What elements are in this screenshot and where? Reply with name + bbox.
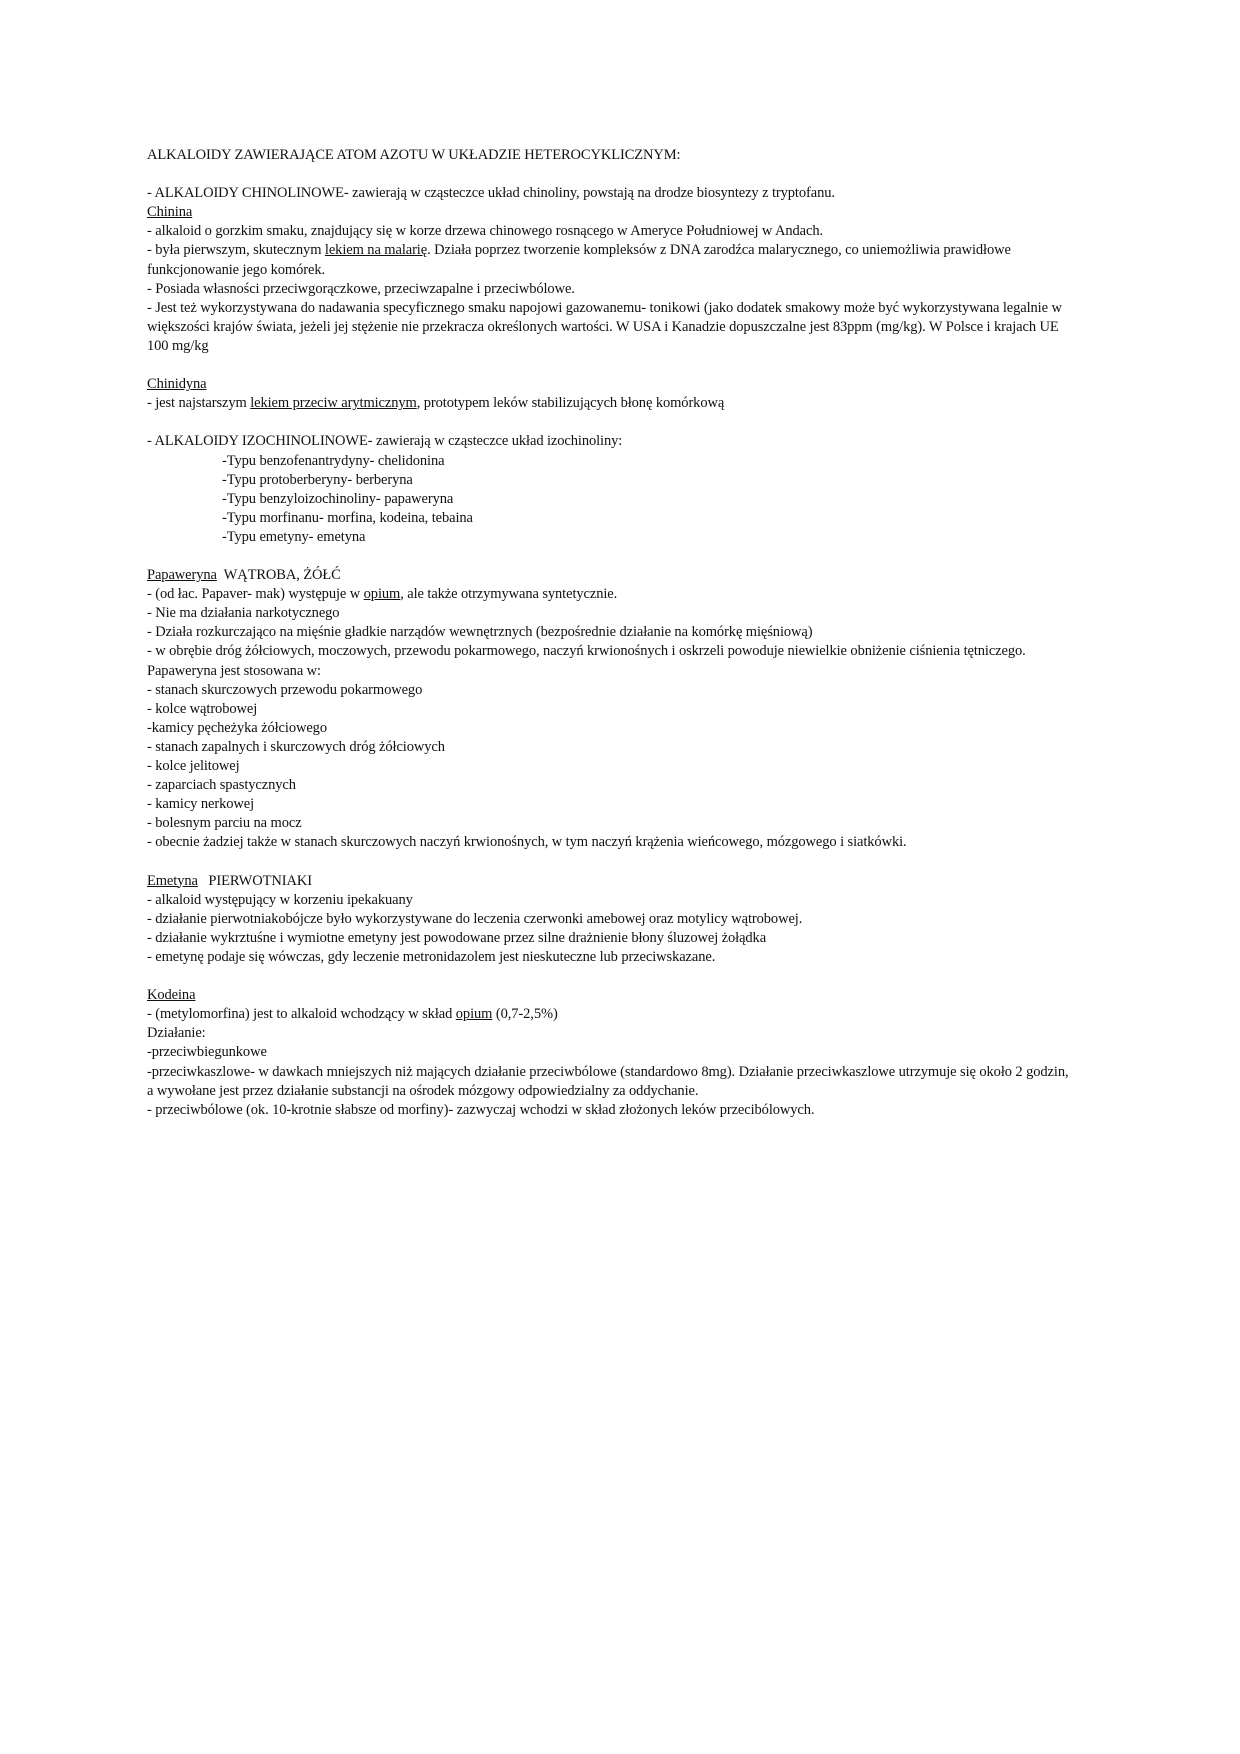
papaweryna-line-3: - Działa rozkurczająco na mięśnie gładkie narządów wewnętrznych (bezpośrednie działanie na komórkę mięśniową) (147, 624, 813, 641)
use-item: - obecnie żadziej także w stanach skurczowych naczyń krwionośnych, w tym naczyń krążenia wieńcowego, mózgowego i siatkówki. (147, 834, 907, 851)
papaweryna-uses-intro: Papaweryna jest stosowana w: (147, 662, 321, 679)
type-item: -Typu benzofenantrydyny- chelidonina (222, 452, 445, 469)
chinina-line-2 (147, 241, 1077, 279)
kodeina-heading: Kodeina (147, 987, 196, 1004)
type-item: -Typu protoberberyny- berberyna (222, 471, 413, 488)
papaweryna-heading-note: WĄTROBA, ŻÓŁĆ (216, 567, 341, 584)
chinina-line-3: - Posiada własności przeciwgorączkowe, przeciwzapalne i przeciwbólowe. (147, 280, 575, 297)
papaweryna-heading: Papaweryna (147, 567, 217, 584)
use-item: - kolce jelitowej (147, 758, 240, 774)
chinidyna-heading: Chinidyna (147, 376, 207, 393)
chinidyna-line-1-start: - jest najstarszym (147, 395, 251, 412)
spacer (147, 852, 1077, 871)
use-item: - kamicy nerkowej (147, 796, 255, 813)
emetyna-line: - działanie pierwotniakobójcze było wykorzystywane do leczenia czerwonki amebowej oraz motylicy wątrobowej. (147, 910, 803, 927)
chinina-line-2-start: - była pierwszym, skutecznym (147, 242, 325, 259)
chinina-line-1: - alkaloid o gorzkim smaku, znajdujący się w korze drzewa chinowego rosnącego w Ameryce Południowej w Andach. (147, 223, 824, 240)
papaweryna-line-1 (147, 585, 1077, 604)
papaweryna-heading-line (147, 566, 1077, 585)
kodeina-line-1-end: (0,7-2,5%) (492, 1006, 558, 1023)
type-item: -Typu morfinanu- morfina, kodeina, tebaina (222, 509, 473, 526)
chinina-heading: Chinina (147, 204, 193, 221)
emetyna-heading-note: PIERWOTNIAKI (197, 872, 312, 889)
use-item: - bolesnym parciu na mocz (147, 815, 302, 832)
kodeina-line-1 (147, 1005, 1077, 1024)
type-item: -Typu benzyloizochinoliny- papaweryna (222, 490, 454, 507)
papaweryna-line-1-start: - (od łac. Papaver- mak) występuje w (147, 586, 364, 603)
spacer (147, 413, 1077, 432)
chinina-line-2-end: . Działa poprzez tworzenie kompleksów z DNA zarodźca malarycznego, co uniemożliwia prawidłowe funkcjonowanie jego komórek. (147, 242, 1011, 278)
document-title: ALKALOIDY ZAWIERAJĄCE ATOM AZOTU W UKŁADZIE HETEROCYKLICZNYM: (147, 147, 681, 163)
izochinolinowe-intro: - ALKALOIDY IZOCHINOLINOWE- zawierają w cząsteczce układ izochinoliny: (147, 433, 623, 450)
use-item: - kolce wątrobowej (147, 700, 258, 717)
document-body (147, 146, 1077, 1120)
malaria-link[interactable]: lekiem na malarię (324, 242, 428, 259)
spacer (147, 967, 1077, 986)
papaweryna-line-4: - w obrębie dróg żółciowych, moczowych, przewodu pokarmowego, naczyń krwionośnych i oskrzeli powoduje niewielkie obniżenie ciśnienia tętniczego. (147, 643, 1026, 660)
opium-link[interactable]: opium (363, 586, 401, 603)
spacer (147, 356, 1077, 375)
kodeina-dzialanie: Działanie: (147, 1025, 206, 1042)
emetyna-line: - działanie wykrztuśne i wymiotne emetyny jest powodowane przez silne drażnienie błony śluzowej żołądka (147, 929, 767, 946)
emetyna-line: - alkaloid występujący w korzeniu ipekakuany (147, 891, 413, 908)
use-item: -kamicy pęcheżyka żółciowego (147, 719, 327, 736)
papaweryna-line-2: - Nie ma działania narkotycznego (147, 605, 340, 622)
use-item: - stanach zapalnych i skurczowych dróg żółciowych (147, 738, 445, 755)
spacer (147, 547, 1077, 566)
chinolinowe-intro: - ALKALOIDY CHINOLINOWE- zawierają w cząsteczce układ chinoliny, powstają na drodze biosyntezy z tryptofanu. (147, 185, 835, 202)
kodeina-line-2: -przeciwbiegunkowe (147, 1044, 267, 1061)
opium-link[interactable]: opium (455, 1006, 493, 1023)
use-item: - stanach skurczowych przewodu pokarmowego (147, 681, 423, 698)
chinidyna-line-1 (147, 394, 1077, 413)
arytmia-link[interactable]: lekiem przeciw arytmicznym (250, 395, 417, 412)
use-item: - zaparciach spastycznych (147, 777, 296, 794)
type-item: -Typu emetyny- emetyna (222, 528, 366, 545)
chinina-line-4: - Jest też wykorzystywana do nadawania specyficznego smaku napojowi gazowanemu- tonikowi (jako dodatek smakowy może być wykorzystywana legalnie w większości krajów świata, jeżeli jej stężenie nie przekracza określonych wartości. W USA i Kanadzie dopuszczalne jest 83ppm (mg/kg). W Polsce i krajach UE 100 mg/kg (147, 299, 1062, 354)
emetyna-line: - emetynę podaje się wówczas, gdy leczenie metronidazolem jest nieskuteczne lub przeciwskazane. (147, 948, 716, 965)
spacer (147, 165, 1077, 184)
papaweryna-line-1-end: , ale także otrzymywana syntetycznie. (400, 586, 618, 603)
kodeina-line-4: - przeciwbólowe (ok. 10-krotnie słabsze od morfiny)- zazwyczaj wchodzi w skład złożonych leków przecibólowych. (147, 1101, 815, 1118)
kodeina-line-3: -przeciwkaszlowe- w dawkach mniejszych niż mających działanie przeciwbólowe (standardowo 8mg). Działanie przeciwkaszlowe utrzymuje się około 2 godzin, a wywołane jest przez działanie substancji na ośrodek mózgowy odpowiedzialny za oddychanie. (147, 1063, 1069, 1099)
chinidyna-line-1-end: , prototypem leków stabilizujących błonę komórkową (416, 395, 725, 412)
kodeina-line-1-start: - (metylomorfina) jest to alkaloid wchodzący w skład (147, 1006, 456, 1023)
emetyna-heading-line (147, 872, 1077, 891)
emetyna-heading: Emetyna (147, 872, 198, 889)
